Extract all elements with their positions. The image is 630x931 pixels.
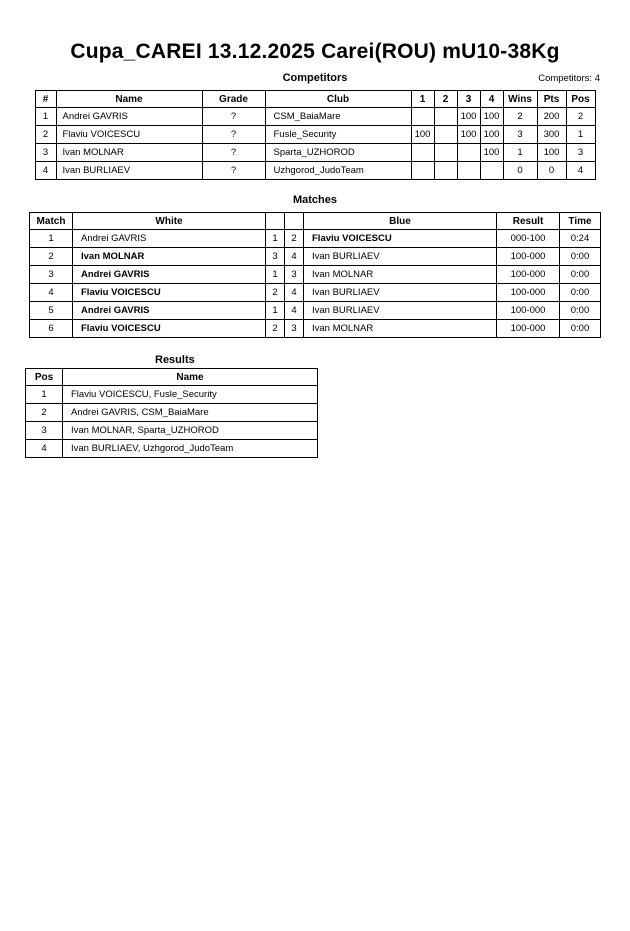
matches-section-header (0, 194, 630, 210)
competitors-heading: Competitors (282, 72, 348, 84)
match-result: 100-000 (497, 284, 560, 302)
competitor-score-3 (457, 144, 480, 162)
match-white-number: 2 (266, 284, 285, 302)
col-blue-number (285, 213, 304, 230)
competitor-pos: 1 (566, 126, 595, 144)
result-position: 1 (26, 386, 63, 404)
table-row (30, 230, 601, 248)
competitor-grade: ? (202, 126, 265, 144)
match-time: 0:00 (560, 320, 601, 338)
match-blue-name: Ivan BURLIAEV (304, 284, 497, 302)
result-name: Ivan BURLIAEV, Uzhgorod_JudoTeam (63, 440, 318, 458)
matches-table (29, 212, 601, 338)
result-name: Andrei GAVRIS, CSM_BaiaMare (63, 404, 318, 422)
col-pos: Pos (566, 91, 595, 108)
result-name: Ivan MOLNAR, Sparta_UZHOROD (63, 422, 318, 440)
competitor-score-4 (480, 162, 503, 180)
table-row (30, 302, 601, 320)
table-row (35, 108, 595, 126)
table-row (26, 386, 318, 404)
match-white-name: Ivan MOLNAR (73, 248, 266, 266)
competitor-name: Ivan BURLIAEV (56, 162, 202, 180)
col-white: White (73, 213, 266, 230)
col-blue: Blue (304, 213, 497, 230)
col-club: Club (265, 91, 411, 108)
match-blue-name: Ivan BURLIAEV (304, 302, 497, 320)
table-row (35, 162, 595, 180)
table-row (30, 266, 601, 284)
competitor-pts: 300 (537, 126, 566, 144)
result-position: 3 (26, 422, 63, 440)
match-blue-number: 4 (285, 302, 304, 320)
competitor-pts: 0 (537, 162, 566, 180)
competitor-score-4: 100 (480, 126, 503, 144)
col-opponent-3: 3 (457, 91, 480, 108)
match-time: 0:00 (560, 302, 601, 320)
results-heading: Results (155, 354, 195, 366)
col-position: Pos (26, 369, 63, 386)
results-header-row (26, 369, 318, 386)
match-number: 2 (30, 248, 73, 266)
competitor-number: 4 (35, 162, 56, 180)
page-title: Cupa_CAREI 13.12.2025 Carei(ROU) mU10-38Kg (70, 40, 560, 63)
col-wins: Wins (503, 91, 537, 108)
competitor-wins: 3 (503, 126, 537, 144)
col-opponent-4: 4 (480, 91, 503, 108)
table-row (30, 284, 601, 302)
competitor-club: Uzhgorod_JudoTeam (265, 162, 411, 180)
match-blue-number: 2 (285, 230, 304, 248)
matches-heading: Matches (292, 194, 338, 206)
match-number: 4 (30, 284, 73, 302)
competitor-score-1: 100 (411, 126, 434, 144)
match-white-name: Flaviu VOICESCU (73, 284, 266, 302)
col-opponent-1: 1 (411, 91, 434, 108)
match-blue-number: 4 (285, 284, 304, 302)
table-row (30, 320, 601, 338)
match-blue-name: Flaviu VOICESCU (304, 230, 497, 248)
competitor-grade: ? (202, 162, 265, 180)
match-blue-name: Ivan MOLNAR (304, 266, 497, 284)
competitor-number: 1 (35, 108, 56, 126)
result-position: 4 (26, 440, 63, 458)
competitors-count: Competitors: 4 (538, 73, 600, 84)
competitor-pos: 2 (566, 108, 595, 126)
matches-header-row (30, 213, 601, 230)
match-blue-number: 3 (285, 266, 304, 284)
match-time: 0:00 (560, 266, 601, 284)
competitor-score-4: 100 (480, 144, 503, 162)
table-row (26, 422, 318, 440)
competitor-name: Flaviu VOICESCU (56, 126, 202, 144)
match-white-name: Andrei GAVRIS (73, 302, 266, 320)
matches-table-wrap (0, 212, 630, 338)
competitor-wins: 1 (503, 144, 537, 162)
match-white-name: Andrei GAVRIS (73, 230, 266, 248)
col-opponent-2: 2 (434, 91, 457, 108)
competitors-table (35, 90, 596, 180)
col-time: Time (560, 213, 601, 230)
match-number: 5 (30, 302, 73, 320)
match-white-number: 3 (266, 248, 285, 266)
table-row (35, 144, 595, 162)
competitor-club: Fusle_Security (265, 126, 411, 144)
match-result: 100-000 (497, 302, 560, 320)
col-pts: Pts (537, 91, 566, 108)
competitor-score-2 (434, 108, 457, 126)
competitor-grade: ? (202, 144, 265, 162)
competitor-wins: 0 (503, 162, 537, 180)
match-result: 100-000 (497, 248, 560, 266)
results-table-wrap (0, 368, 630, 458)
match-time: 0:00 (560, 284, 601, 302)
match-white-number: 2 (266, 320, 285, 338)
col-result: Result (497, 213, 560, 230)
col-result-name: Name (63, 369, 318, 386)
competitor-score-4: 100 (480, 108, 503, 126)
competitors-header-row (35, 91, 595, 108)
table-row (26, 440, 318, 458)
match-blue-name: Ivan MOLNAR (304, 320, 497, 338)
competitors-table-wrap (0, 90, 630, 180)
match-number: 3 (30, 266, 73, 284)
match-white-number: 1 (266, 302, 285, 320)
match-white-number: 1 (266, 230, 285, 248)
competitor-score-2 (434, 126, 457, 144)
col-match: Match (30, 213, 73, 230)
match-result: 100-000 (497, 320, 560, 338)
match-number: 6 (30, 320, 73, 338)
results-table (25, 368, 318, 458)
competitor-pts: 100 (537, 144, 566, 162)
competitor-number: 3 (35, 144, 56, 162)
competitor-score-3: 100 (457, 108, 480, 126)
match-time: 0:24 (560, 230, 601, 248)
col-grade: Grade (202, 91, 265, 108)
competitor-name: Ivan MOLNAR (56, 144, 202, 162)
col-name: Name (56, 91, 202, 108)
col-white-number (266, 213, 285, 230)
competitor-score-2 (434, 144, 457, 162)
competitor-score-3 (457, 162, 480, 180)
competitor-club: CSM_BaiaMare (265, 108, 411, 126)
results-section-header (0, 354, 630, 366)
result-position: 2 (26, 404, 63, 422)
match-white-number: 1 (266, 266, 285, 284)
competitor-score-1 (411, 144, 434, 162)
competitor-number: 2 (35, 126, 56, 144)
competitor-club: Sparta_UZHOROD (265, 144, 411, 162)
result-name: Flaviu VOICESCU, Fusle_Security (63, 386, 318, 404)
match-blue-number: 3 (285, 320, 304, 338)
competitor-pos: 4 (566, 162, 595, 180)
competitors-section-header (0, 72, 630, 88)
competitor-score-1 (411, 162, 434, 180)
competitor-score-1 (411, 108, 434, 126)
match-white-name: Andrei GAVRIS (73, 266, 266, 284)
competitor-pos: 3 (566, 144, 595, 162)
match-number: 1 (30, 230, 73, 248)
match-blue-number: 4 (285, 248, 304, 266)
col-number: # (35, 91, 56, 108)
competitor-score-2 (434, 162, 457, 180)
tournament-report-page (0, 40, 630, 931)
match-white-name: Flaviu VOICESCU (73, 320, 266, 338)
match-time: 0:00 (560, 248, 601, 266)
competitor-score-3: 100 (457, 126, 480, 144)
competitor-name: Andrei GAVRIS (56, 108, 202, 126)
competitor-wins: 2 (503, 108, 537, 126)
competitor-grade: ? (202, 108, 265, 126)
table-row (26, 404, 318, 422)
match-result: 100-000 (497, 266, 560, 284)
match-blue-name: Ivan BURLIAEV (304, 248, 497, 266)
table-row (35, 126, 595, 144)
competitor-pts: 200 (537, 108, 566, 126)
match-result: 000-100 (497, 230, 560, 248)
table-row (30, 248, 601, 266)
